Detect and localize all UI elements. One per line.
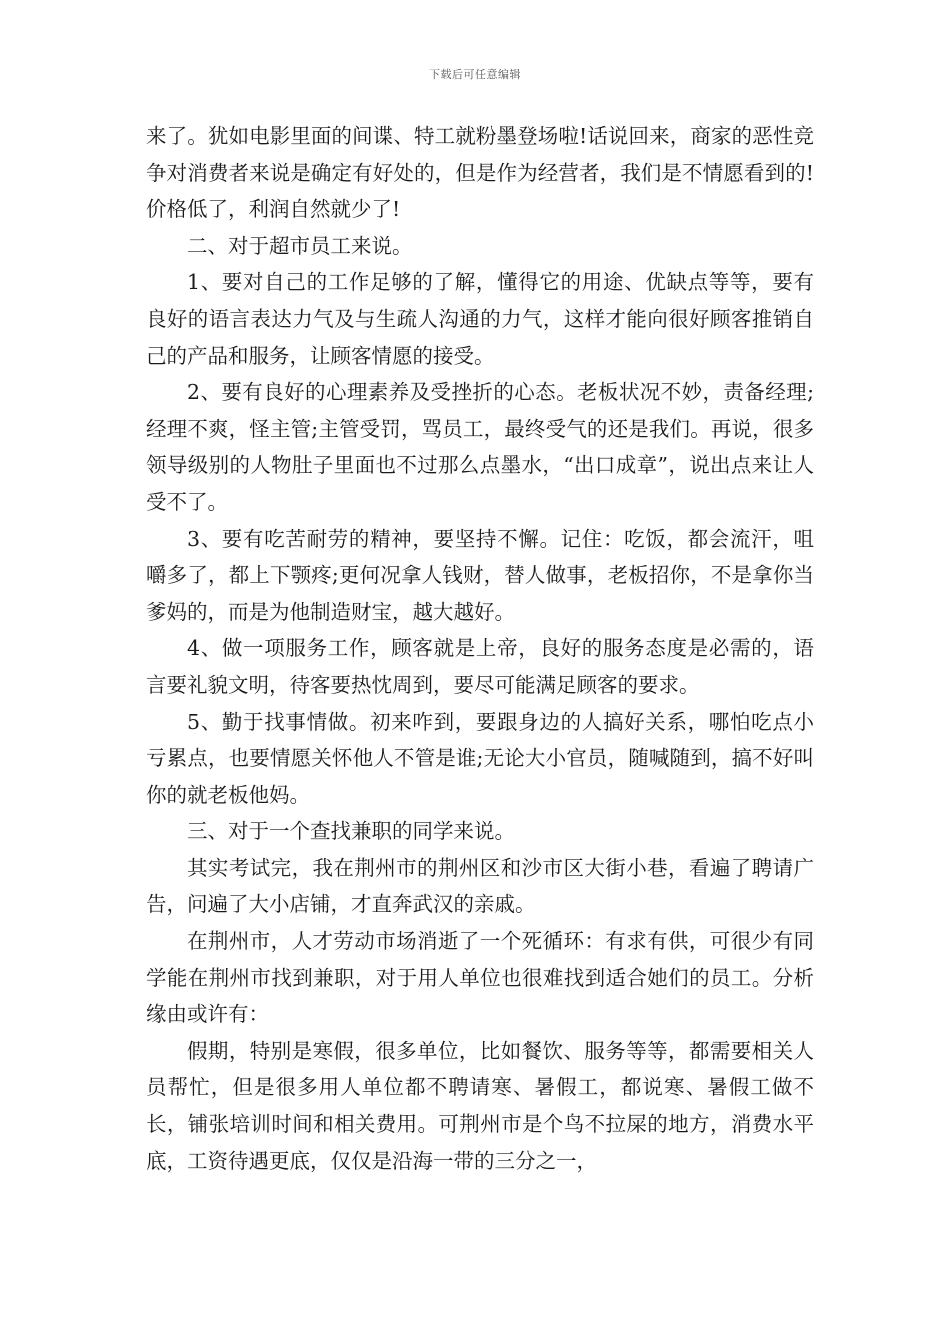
paragraph: 1、要对自己的工作足够的了解，懂得它的用途、优缺点等等，要有良好的语言表达力气及与生疏人沟通的力气，这样才能向很好顾客推销自己的产品和服务，让顾客情愿的接受。: [146, 270, 814, 368]
document-body: [146, 118, 814, 1179]
paragraph: 在荆州市，人才劳动市场消逝了一个死循环：有求有供，可很少有同学能在荆州市找到兼职，对于用人单位也很难找到适合她们的员工。分析缘由或许有：: [146, 929, 814, 1027]
paragraph: 3、要有吃苦耐劳的精神，要坚持不懈。记住：吃饭，都会流汗，咀嚼多了，都上下颚疼;更何况拿人钱财，替人做事，老板招你，不是拿你当爹妈的，而是为他制造财宝，越大越好。: [146, 526, 814, 624]
paragraph: 来了。犹如电影里面的间谍、特工就粉墨登场啦!话说回来，商家的恶性竞争对消费者来说是确定有好处的，但是作为经营者，我们是不情愿看到的!价格低了，利润自然就少了!: [146, 124, 814, 222]
page-header: 下载后可任意编辑: [429, 68, 521, 81]
paragraph: 2、要有良好的心理素养及受挫折的心态。老板状况不妙，责备经理;经理不爽，怪主管;主管受罚，骂员工，最终受气的还是我们。再说，很多领导级别的人物肚子里面也不过那么点墨水，“出口成章”，说出点来让人受不了。: [146, 380, 814, 514]
paragraph: 5、勤于找事情做。初来咋到，要跟身边的人搞好关系，哪怕吃点小亏累点，也要情愿关怀他人不管是谁;无论大小官员，随喊随到，搞不好叫你的就老板他妈。: [146, 709, 814, 807]
paragraph: 其实考试完，我在荆州市的荆州区和沙市区大街小巷，看遍了聘请广告，问遍了大小店铺，才直奔武汉的亲戚。: [146, 855, 814, 917]
section-heading: 二、对于超市员工来说。: [187, 233, 413, 258]
paragraph: 4、做一项服务工作，顾客就是上帝，良好的服务态度是必需的，语言要礼貌文明，待客要热忱周到，要尽可能满足顾客的要求。: [146, 636, 814, 697]
paragraph: 假期，特别是寒假，很多单位，比如餐饮、服务等等，都需要相关人员帮忙，但是很多用人单位都不聘请寒、暑假工，都说寒、暑假工做不长，铺张培训时间和相关费用。可荆州市是个鸟不拉屎的地方，消费水平底，工资待遇更底，仅仅是沿海一带的三分之一，: [146, 1038, 814, 1173]
section-heading: 三、对于一个查找兼职的同学来说。: [187, 819, 515, 844]
